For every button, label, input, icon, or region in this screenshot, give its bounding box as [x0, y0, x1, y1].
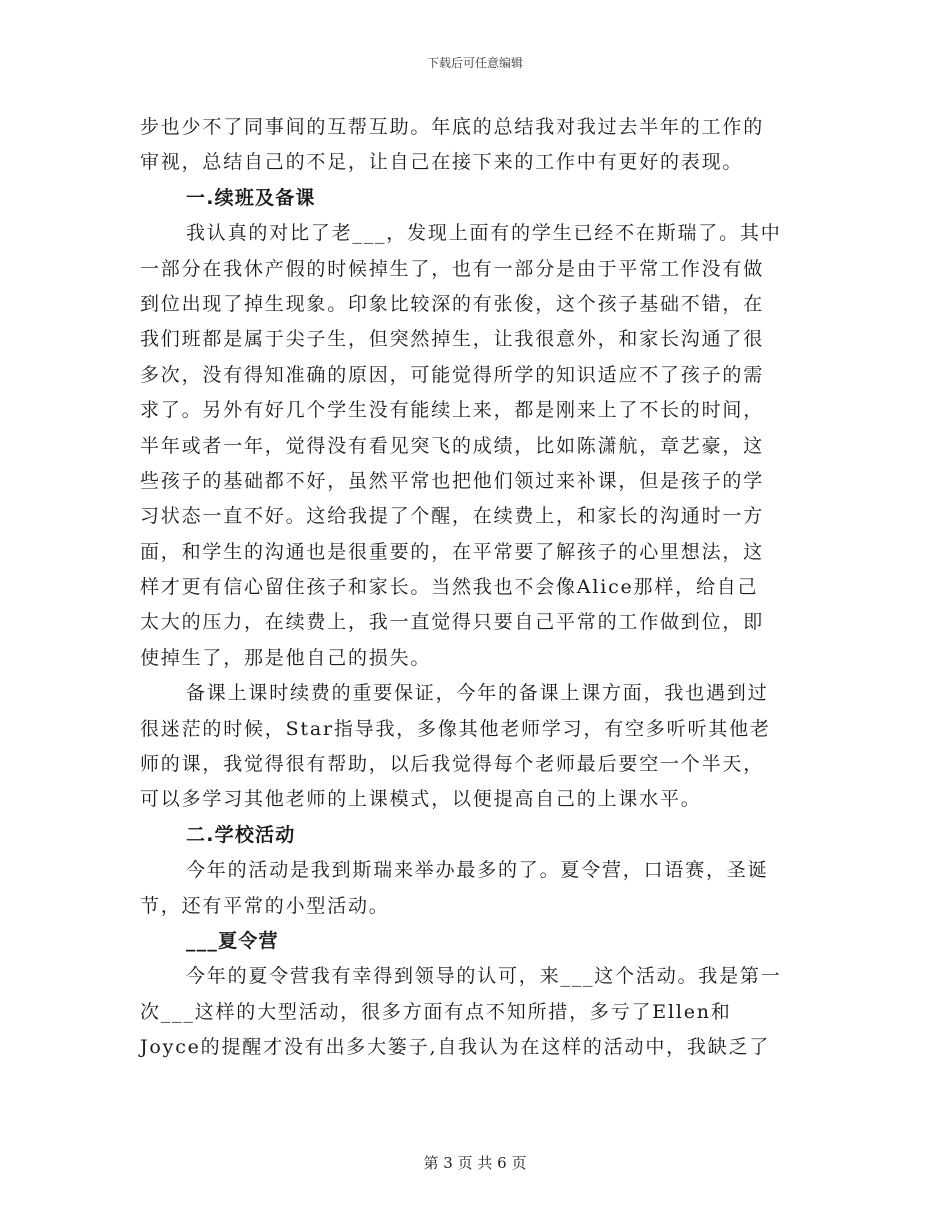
- paragraph-line: 求了。另外有好几个学生没有能续上来，都是刚来上了不长的时间，: [140, 399, 765, 422]
- paragraph-line: 我们班都是属于尖子生，但突然掉生，让我很意外，和家长沟通了很: [140, 328, 765, 351]
- paragraph-line: 审视，总结自己的不足，让自己在接下来的工作中有更好的表现。: [140, 151, 744, 174]
- subsection-heading: ___夏令营: [186, 929, 279, 952]
- paragraph-line: 样才更有信心留住孩子和家长。当然我也不会像Alice那样，给自己: [140, 576, 759, 599]
- paragraph-line: 今年的活动是我到斯瑞来举办最多的了。夏令营，口语赛，圣诞: [186, 859, 769, 882]
- paragraph-line: Joyce的提醒才没有出多大篓子,自我认为在这样的活动中，我缺乏了: [140, 1036, 771, 1059]
- paragraph-line: 很迷茫的时候，Star指导我，多像其他老师学习，有空多听听其他老: [140, 717, 771, 740]
- paragraph-line: 些孩子的基础都不好，虽然平常也把他们领过来补课，但是孩子的学: [140, 469, 765, 492]
- section-heading-1: 一.续班及备课: [186, 186, 316, 209]
- paragraph-line: 可以多学习其他老师的上课模式，以便提高自己的上课水平。: [140, 788, 702, 811]
- paragraph-line: 半年或者一年，觉得没有看见突飞的成绩，比如陈潇航，章艺豪，这: [140, 434, 765, 457]
- paragraph-line: 习状态一直不好。这给我提了个醒，在续费上，和家长的沟通时一方: [140, 505, 765, 528]
- paragraph-line: 使掉生了，那是他自己的损失。: [140, 646, 432, 669]
- document-body: [140, 110, 810, 1066]
- paragraph-line: 我认真的对比了老___，发现上面有的学生已经不在斯瑞了。其中: [186, 222, 782, 245]
- page-header: 下载后可任意编辑: [426, 56, 523, 70]
- paragraph-line: 到位出现了掉生现象。印象比较深的有张俊，这个孩子基础不错，在: [140, 292, 765, 315]
- paragraph-line: 师的课，我觉得很有帮助，以后我觉得每个老师最后要空一个半天，: [140, 753, 765, 776]
- paragraph-line: 太大的压力，在续费上，我一直觉得只要自己平常的工作做到位，即: [140, 611, 765, 634]
- page-number-footer: 第 3 页 共 6 页: [423, 1154, 527, 1172]
- paragraph-line: 步也少不了同事间的互帮互助。年底的总结我对我过去半年的工作的: [140, 116, 765, 138]
- paragraph-line: 一部分在我休产假的时候掉生了，也有一部分是由于平常工作没有做: [140, 257, 765, 280]
- paragraph-line: 今年的夏令营我有幸得到领导的认可，来___这个活动。我是第一: [186, 965, 782, 988]
- paragraph-line: 备课上课时续费的重要保证，今年的备课上课方面，我也遇到过: [186, 682, 769, 705]
- section-heading-2: 二.学校活动: [186, 823, 296, 846]
- paragraph-line: 节，还有平常的小型活动。: [140, 894, 390, 917]
- paragraph-line: 次___这样的大型活动，很多方面有点不知所措，多亏了Ellen和: [140, 1000, 732, 1023]
- paragraph-line: 多次，没有得知准确的原因，可能觉得所学的知识适应不了孩子的需: [140, 363, 765, 386]
- paragraph-line: 面，和学生的沟通也是很重要的，在平常要了解孩子的心里想法，这: [140, 540, 765, 563]
